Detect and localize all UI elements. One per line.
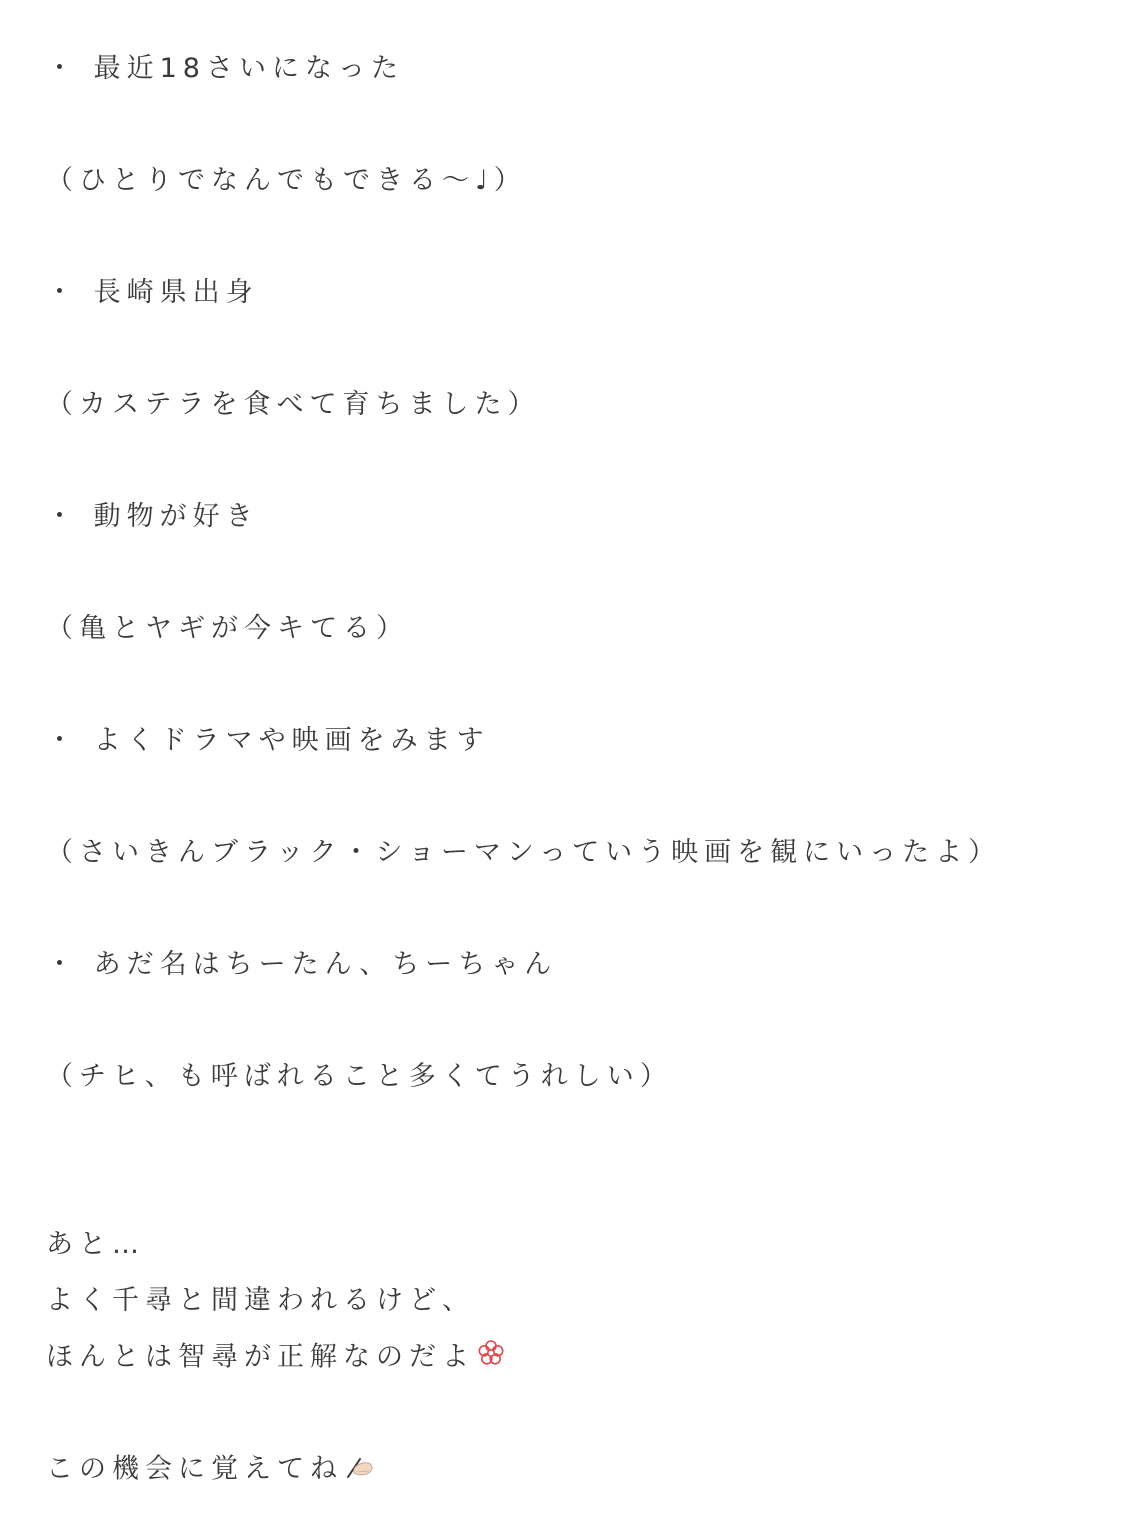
text-item-nickname: ・ あだ名はちーたん、ちーちゃん — [46, 949, 558, 980]
text-item-animals: ・ 動物が好き — [46, 501, 259, 532]
text-note-hometown: （カステラを食べて育ちました） — [46, 389, 541, 420]
text-item-movies: ・ よくドラマや映画をみます — [46, 725, 490, 756]
text-closing-3: ほんとは智尋が正解なのだよ — [46, 1341, 475, 1373]
text-item-hometown: ・ 長崎県出身 — [46, 277, 259, 308]
text-closing-2: よく千尋と間違われるけど、 — [46, 1285, 475, 1316]
text-note-age: （ひとりでなんでもできる〜♩） — [46, 165, 527, 196]
text-note-animals: （亀とヤギが今キてる） — [46, 613, 409, 644]
text-closing-1: あと… — [46, 1229, 145, 1260]
text-item-age: ・ 最近18さいになった — [46, 53, 404, 84]
text-closing-4: この機会に覚えてね — [46, 1453, 343, 1485]
text-closing-4-row — [46, 1451, 375, 1489]
white-flower-icon — [477, 1339, 505, 1377]
text-closing-3-row — [46, 1339, 505, 1377]
writing-hand-icon — [345, 1451, 375, 1489]
text-note-nickname: （チヒ、も呼ばれること多くてうれしい） — [46, 1061, 673, 1092]
text-note-movies: （さいきんブラック・ショーマンっていう映画を観にいったよ） — [46, 837, 1002, 868]
